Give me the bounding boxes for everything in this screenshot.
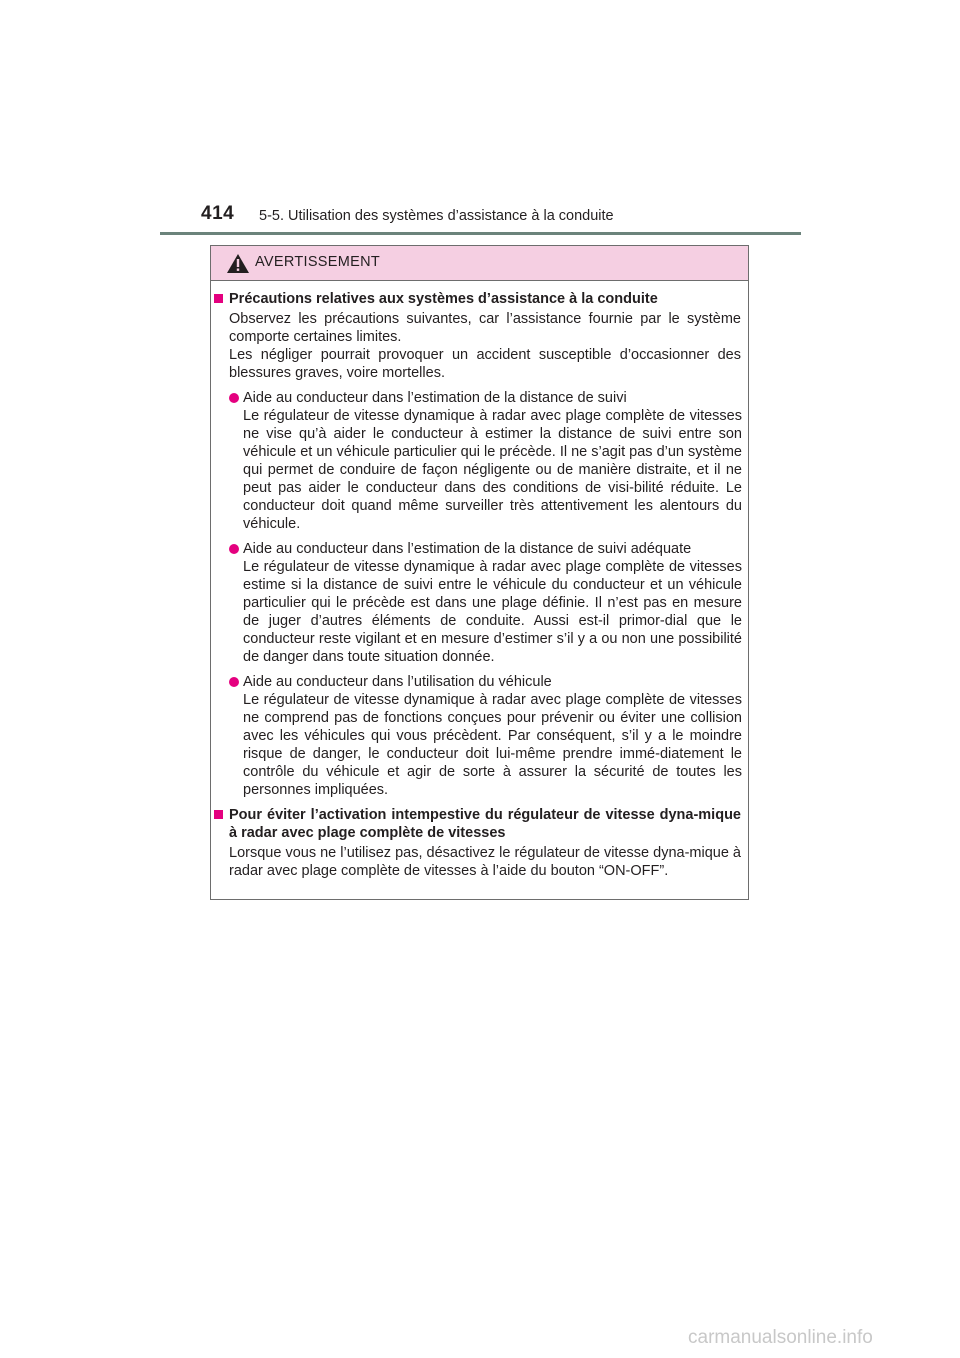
list-item-title: Aide au conducteur dans l’estimation de la distance de suivi adéquate: [243, 541, 692, 557]
list-item: [211, 389, 748, 533]
list-item-title: Aide au conducteur dans l’estimation de la distance de suivi: [243, 390, 627, 406]
warning-content: [211, 290, 748, 880]
warning-title: AVERTISSEMENT: [255, 254, 381, 270]
page-number: 414: [201, 203, 235, 224]
warning-section: [211, 806, 748, 880]
list-item-text: Le régulateur de vitesse dynamique à radar avec plage complète de vitesses ne vise qu’à aider le conducteur à estimer la distance de suivi entre son véhicule et un véhicule particulier qui le précède. Il ne s’agit pas d’un système qui permet de conduire de façon négligente ou de manière distraite, et il ne peut pas aider le conducteur dans des conditions de visi-bilité réduite. Le conducteur doit quand même surveiller très attentivement les alentours du véhicule.: [243, 408, 742, 532]
page-header: [0, 0, 960, 240]
section-heading: [211, 806, 741, 842]
warning-triangle-icon: [227, 254, 249, 273]
warning-header: [211, 246, 748, 281]
list-item-text: Le régulateur de vitesse dynamique à radar avec plage complète de vitesses estime si la distance de suivi entre le véhicule du conducteur et un véhicule particulier qui le précède est dans une plage définie. Il n’est pas en mesure de juger d’autres éléments de conduite. Aussi est-il primor-dial que le conducteur reste vigilant et en mesure d’estimer s’il y a ou non une possibilité de danger dans toute situation donnée.: [243, 559, 742, 665]
square-bullet-icon: [214, 810, 223, 819]
warning-box: [210, 245, 749, 900]
square-bullet-icon: [214, 294, 223, 303]
spacer: [211, 799, 748, 806]
warning-section: [211, 290, 748, 799]
paragraph: Les négliger pourrait provoquer un accident susceptible d’occasionner des blessures graves, voire mortelles.: [229, 347, 741, 381]
round-bullet-icon: [229, 393, 239, 403]
list-item-text: Le régulateur de vitesse dynamique à radar avec plage complète de vitesses ne comprend pas de fonctions conçues pour prévenir ou éviter une collision avec les véhicules qui vous précèdent. Par conséquent, s’il y a le moindre risque de danger, le conducteur doit lui-même prendre immé-diatement le contrôle du véhicule et agir de sorte à assurer la sécurité de toutes les personnes impliquées.: [243, 692, 742, 798]
list-item: [211, 540, 748, 666]
paragraph: Lorsque vous ne l’utilisez pas, désactivez le régulateur de vitesse dyna-mique à radar avec plage complète de vitesses à l’aide du bouton “ON-OFF”.: [229, 845, 741, 879]
list-item-title: Aide au conducteur dans l’utilisation du véhicule: [243, 674, 552, 690]
list-item: [211, 673, 748, 799]
section-heading-text: Précautions relatives aux systèmes d’assistance à la conduite: [229, 291, 658, 307]
paragraph: Observez les précautions suivantes, car l’assistance fournie par le système comporte certaines limites.: [229, 311, 741, 345]
round-bullet-icon: [229, 677, 239, 687]
section-heading-text: Pour éviter l’activation intempestive du régulateur de vitesse dyna-mique à radar avec plage complète de vitesses: [229, 807, 741, 841]
header-divider: [160, 232, 801, 235]
footer-watermark: carmanualsonline.info: [688, 1327, 873, 1348]
section-title: 5-5. Utilisation des systèmes d’assistance à la conduite: [259, 208, 614, 224]
round-bullet-icon: [229, 544, 239, 554]
section-heading: [211, 290, 741, 308]
